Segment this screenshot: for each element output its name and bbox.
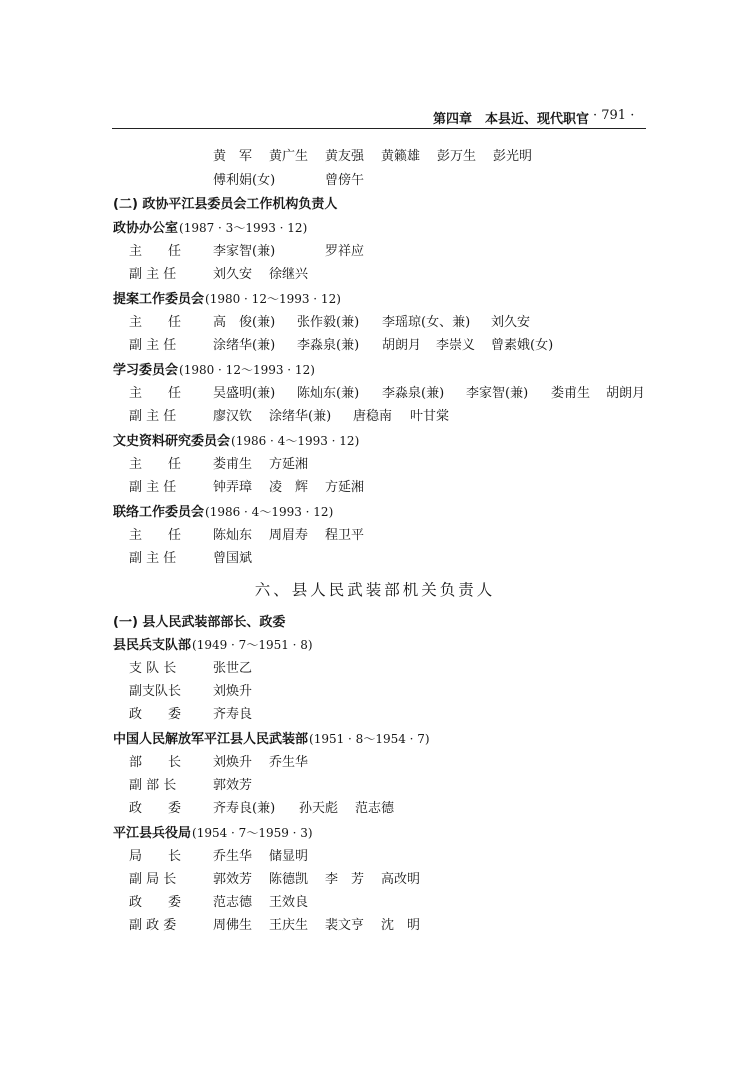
person-name: 罗祥应	[325, 244, 365, 259]
person-name: 张世乙	[213, 661, 253, 676]
person-name: 李淼泉(兼)	[297, 338, 360, 353]
person-name: 陈灿东(兼)	[297, 386, 360, 401]
person-name: 范志德	[213, 895, 253, 910]
org-dates: (1980 · 12～1993 · 12)	[179, 363, 315, 377]
org-name: 政协办公室	[113, 221, 179, 236]
org-heading	[113, 359, 315, 381]
chapter-title: 第四章 本县近、现代职官	[433, 112, 590, 127]
role-label: 副 部 长	[129, 778, 177, 793]
person-name: 王庆生	[269, 918, 309, 933]
person-name: 刘焕升	[213, 755, 253, 770]
org-dates: (1949 · 7～1951 · 8)	[192, 638, 313, 652]
org-dates: (1986 · 4～1993 · 12)	[231, 434, 360, 448]
role-label: 副 局 长	[129, 872, 177, 887]
org-name: 中国人民解放军平江县人民武装部	[113, 732, 309, 747]
org-heading	[113, 217, 307, 239]
person-name: 周佛生	[213, 918, 253, 933]
role-label: 副 主 任	[129, 409, 177, 424]
org-name: 学习委员会	[113, 363, 179, 378]
person-name: 方延湘	[269, 457, 309, 472]
person-name: 沈 明	[381, 918, 421, 933]
person-name: 曾国斌	[213, 551, 253, 566]
org-name: 文史资料研究委员会	[113, 434, 231, 449]
org-name: 联络工作委员会	[113, 505, 205, 520]
org-dates: (1951 · 8～1954 · 7)	[309, 732, 430, 746]
header-rule	[112, 128, 646, 129]
person-name: 李崇义	[436, 338, 476, 353]
person-name: 傅利娟(女)	[213, 173, 276, 188]
role-label: 副 主 任	[129, 480, 177, 495]
person-name: 程卫平	[325, 528, 365, 543]
org-dates: (1954 · 7～1959 · 3)	[192, 826, 313, 840]
role-label: 政 委	[129, 895, 182, 910]
org-dates: (1980 · 12～1993 · 12)	[205, 292, 341, 306]
role-label: 局 长	[129, 849, 182, 864]
role-label: 部 长	[129, 755, 182, 770]
person-name: 黄籁雄	[381, 149, 421, 164]
section-title: 六、县人民武装部机关负责人	[254, 581, 496, 599]
person-name: 曾素娥(女)	[491, 338, 554, 353]
role-label: 副 主 任	[129, 551, 177, 566]
person-name: 陈灿东	[213, 528, 253, 543]
person-name: 陈德凯	[269, 872, 309, 887]
person-name: 徐继兴	[269, 267, 309, 282]
person-name: 吴盛明(兼)	[213, 386, 276, 401]
person-name: 黄广生	[269, 149, 309, 164]
org-dates: (1987 · 3～1993 · 12)	[179, 221, 308, 235]
person-name: 齐寿良(兼)	[213, 801, 276, 816]
person-name: 刘久安	[213, 267, 253, 282]
person-name: 黄 军	[213, 149, 253, 164]
role-label: 支 队 长	[129, 661, 177, 676]
person-name: 李淼泉(兼)	[382, 386, 445, 401]
org-heading	[113, 430, 359, 452]
person-name: 王效良	[269, 895, 309, 910]
page-number: · 791 ·	[593, 108, 635, 123]
person-name: 周眉寿	[269, 528, 309, 543]
role-label: 副 政 委	[129, 918, 177, 933]
person-name: 高改明	[381, 872, 421, 887]
person-name: 李家智(兼)	[213, 244, 276, 259]
person-name: 娄甫生	[213, 457, 253, 472]
role-label: 主 任	[129, 528, 182, 543]
person-name: 郭效芳	[213, 872, 253, 887]
role-label: 副 主 任	[129, 267, 177, 282]
person-name: 黄友强	[325, 149, 365, 164]
person-name: 曾傍午	[325, 173, 365, 188]
person-name: 涂绪华(兼)	[213, 338, 276, 353]
person-name: 裴文亨	[325, 918, 365, 933]
org-heading	[113, 822, 313, 844]
person-name: 高 俊(兼)	[213, 315, 276, 330]
person-name: 孙天彪	[299, 801, 339, 816]
role-label: 主 任	[129, 386, 182, 401]
person-name: 彭光明	[493, 149, 533, 164]
org-dates: (1986 · 4～1993 · 12)	[205, 505, 334, 519]
person-name: 李 芳	[325, 872, 365, 887]
person-name: 凌 辉	[269, 480, 309, 495]
person-name: 乔生华	[213, 849, 253, 864]
person-name: 方延湘	[325, 480, 365, 495]
person-name: 钟弄璋	[213, 480, 253, 495]
person-name: 李家智(兼)	[466, 386, 529, 401]
person-name: 胡朗月	[606, 386, 646, 401]
org-name: 提案工作委员会	[113, 292, 205, 307]
person-name: 李瑶琼(女、兼)	[382, 315, 471, 330]
org-name: 县民兵支队部	[113, 638, 192, 653]
person-name: 廖汉钦	[213, 409, 253, 424]
person-name: 刘焕升	[213, 684, 253, 699]
section-heading: (二) 政协平江县委员会工作机构负责人	[113, 197, 338, 212]
person-name: 唐稳南	[353, 409, 393, 424]
role-label: 政 委	[129, 707, 182, 722]
role-label: 副支队长	[129, 684, 182, 699]
person-name: 乔生华	[269, 755, 309, 770]
person-name: 涂绪华(兼)	[269, 409, 332, 424]
person-name: 刘久安	[491, 315, 531, 330]
org-heading	[113, 501, 333, 523]
role-label: 主 任	[129, 315, 182, 330]
org-name: 平江县兵役局	[113, 826, 192, 841]
person-name: 彭万生	[437, 149, 477, 164]
org-heading	[113, 728, 430, 750]
subsection-heading: (一) 县人民武装部部长、政委	[113, 615, 286, 630]
person-name: 郭效芳	[213, 778, 253, 793]
role-label: 主 任	[129, 457, 182, 472]
person-name: 齐寿良	[213, 707, 253, 722]
person-name: 胡朗月	[382, 338, 422, 353]
person-name: 范志德	[355, 801, 395, 816]
role-label: 副 主 任	[129, 338, 177, 353]
org-heading	[113, 288, 341, 310]
role-label: 政 委	[129, 801, 182, 816]
person-name: 张作毅(兼)	[297, 315, 360, 330]
person-name: 娄甫生	[551, 386, 591, 401]
person-name: 储显明	[269, 849, 309, 864]
role-label: 主 任	[129, 244, 182, 259]
person-name: 叶甘棠	[410, 409, 450, 424]
org-heading	[113, 634, 313, 656]
